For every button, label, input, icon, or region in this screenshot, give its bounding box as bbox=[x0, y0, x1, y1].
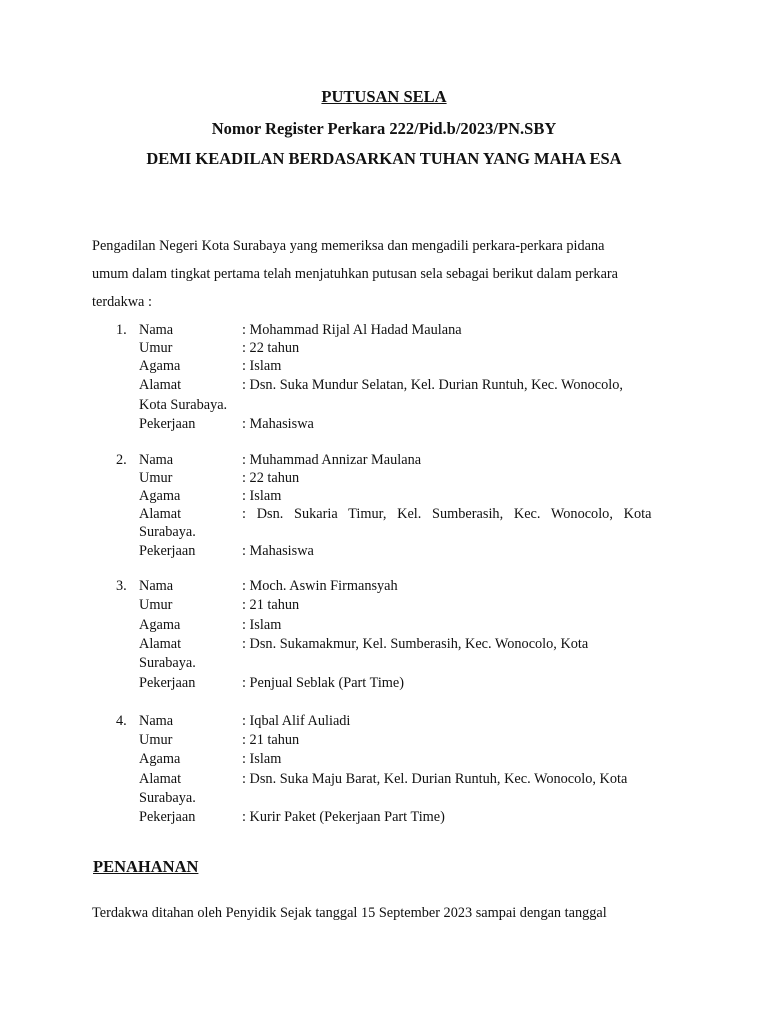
label-agama: Agama bbox=[139, 488, 181, 504]
list-number: 1. bbox=[116, 322, 127, 338]
demi-keadilan-heading: DEMI KEADILAN BERDASARKAN TUHAN YANG MAHA ESA bbox=[146, 149, 622, 168]
label-pekerjaan: Pekerjaan bbox=[139, 543, 196, 559]
label-umur: Umur bbox=[139, 470, 173, 486]
label-umur: Umur bbox=[139, 732, 173, 748]
value-alamat-cont: Surabaya. bbox=[139, 524, 196, 540]
label-nama: Nama bbox=[139, 713, 174, 729]
label-agama: Agama bbox=[139, 751, 181, 767]
value-agama: : Islam bbox=[242, 488, 282, 504]
register-number: Nomor Register Perkara 222/Pid.b/2023/PN.SBY bbox=[211, 119, 557, 138]
value-nama: : Muhammad Annizar Maulana bbox=[242, 452, 422, 468]
document-title: PUTUSAN SELA bbox=[321, 87, 447, 106]
value-nama: : Iqbal Alif Auliadi bbox=[242, 713, 351, 729]
value-alamat: : Dsn. Suka Maju Barat, Kel. Durian Runtuh, Kec. Wonocolo, Kota bbox=[242, 771, 628, 787]
label-pekerjaan: Pekerjaan bbox=[139, 809, 196, 825]
value-nama: : Moch. Aswin Firmansyah bbox=[242, 578, 398, 594]
value-pekerjaan: : Kurir Paket (Pekerjaan Part Time) bbox=[242, 809, 445, 825]
intro-line-2: umum dalam tingkat pertama telah menjatuhkan putusan sela sebagai berikut dalam perkara bbox=[92, 266, 619, 282]
value-pekerjaan: : Mahasiswa bbox=[242, 543, 314, 559]
list-number: 2. bbox=[116, 452, 127, 468]
label-alamat: Alamat bbox=[139, 377, 182, 393]
value-agama: : Islam bbox=[242, 751, 282, 767]
value-agama: : Islam bbox=[242, 617, 282, 633]
value-alamat: : Dsn. Sukaria Timur, Kel. Sumberasih, Kec. Wonocolo, Kota bbox=[242, 506, 652, 522]
value-umur: : 22 tahun bbox=[242, 340, 300, 356]
label-nama: Nama bbox=[139, 452, 174, 468]
label-alamat: Alamat bbox=[139, 771, 182, 787]
value-pekerjaan: : Mahasiswa bbox=[242, 416, 314, 432]
value-alamat-cont: Surabaya. bbox=[139, 790, 196, 806]
intro-line-1: Pengadilan Negeri Kota Surabaya yang memeriksa dan mengadili perkara-perkara pidana bbox=[92, 238, 605, 254]
value-umur: : 22 tahun bbox=[242, 470, 300, 486]
value-nama: : Mohammad Rijal Al Hadad Maulana bbox=[242, 322, 462, 338]
intro-line-3: terdakwa : bbox=[92, 294, 152, 310]
list-number: 4. bbox=[116, 713, 127, 729]
value-agama: : Islam bbox=[242, 358, 282, 374]
value-alamat-cont: Kota Surabaya. bbox=[139, 397, 228, 413]
value-umur: : 21 tahun bbox=[242, 597, 300, 613]
value-pekerjaan: : Penjual Seblak (Part Time) bbox=[242, 675, 405, 691]
label-agama: Agama bbox=[139, 617, 181, 633]
label-nama: Nama bbox=[139, 578, 174, 594]
label-alamat: Alamat bbox=[139, 506, 182, 522]
label-umur: Umur bbox=[139, 597, 173, 613]
label-pekerjaan: Pekerjaan bbox=[139, 675, 196, 691]
list-number: 3. bbox=[116, 578, 127, 594]
value-alamat: : Dsn. Suka Mundur Selatan, Kel. Durian Runtuh, Kec. Wonocolo, bbox=[242, 377, 623, 393]
penahanan-text: Terdakwa ditahan oleh Penyidik Sejak tanggal 15 September 2023 sampai dengan tanggal bbox=[92, 905, 607, 921]
value-alamat-cont: Surabaya. bbox=[139, 655, 196, 671]
value-alamat: : Dsn. Sukamakmur, Kel. Sumberasih, Kec. Wonocolo, Kota bbox=[242, 636, 589, 652]
label-alamat: Alamat bbox=[139, 636, 182, 652]
label-nama: Nama bbox=[139, 322, 174, 338]
section-heading-penahanan: PENAHANAN bbox=[93, 857, 199, 876]
label-umur: Umur bbox=[139, 340, 173, 356]
label-agama: Agama bbox=[139, 358, 181, 374]
label-pekerjaan: Pekerjaan bbox=[139, 416, 196, 432]
value-umur: : 21 tahun bbox=[242, 732, 300, 748]
